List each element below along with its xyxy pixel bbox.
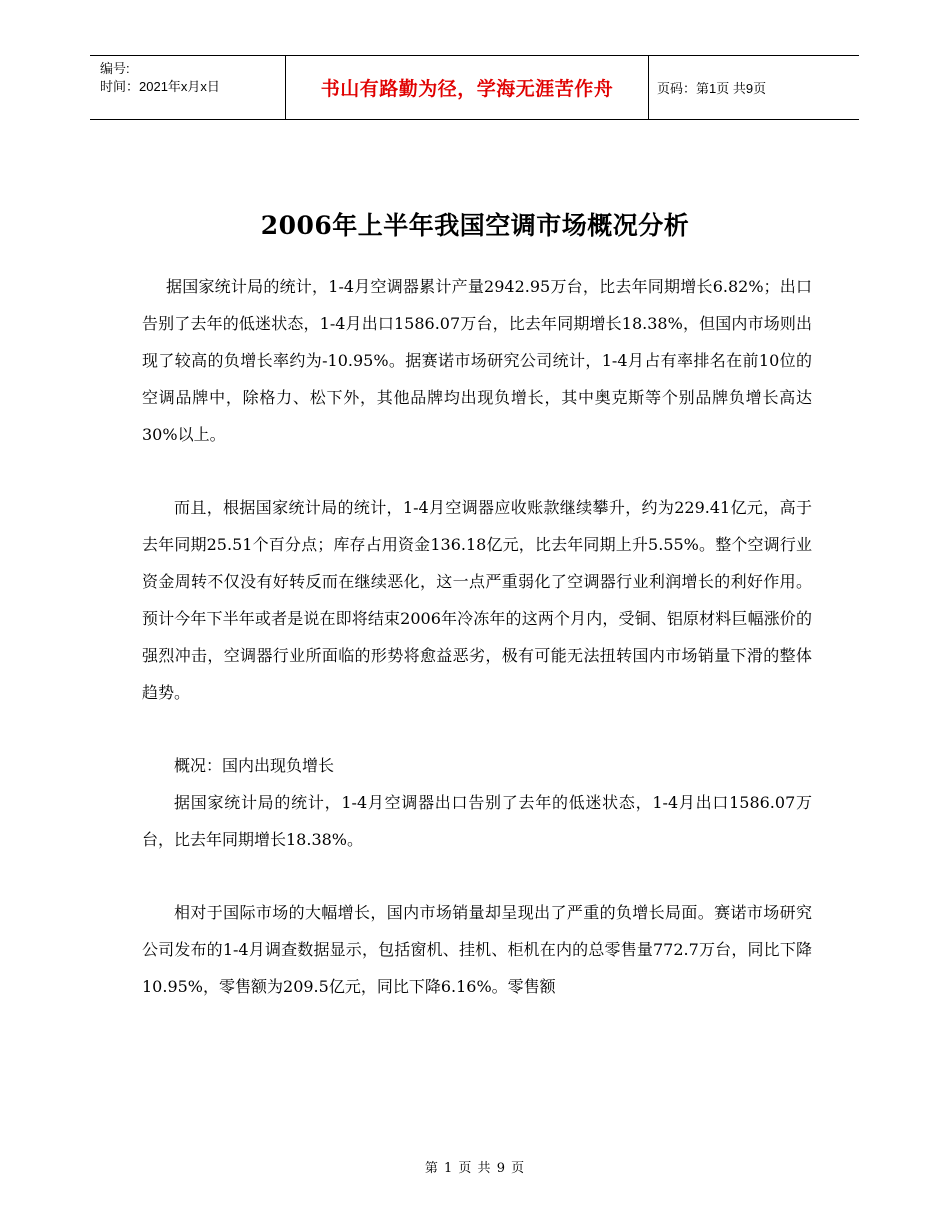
header-meta bbox=[90, 56, 286, 119]
paragraph-4: 相对于国际市场的大幅增长，国内市场销量却呈现出了严重的负增长局面。赛诺市场研究公司发布的1-4月调查数据显示，包括窗机、挂机、柜机在内的总零售量772.7万台，同比下降10.95%，零售额为209.5亿元，同比下降6.16%。零售额 bbox=[142, 903, 812, 996]
paragraph-3: 据国家统计局的统计，1-4月空调器出口告别了去年的低迷状态，1-4月出口1586.07万台，比去年同期增长18.38%。 bbox=[142, 793, 812, 849]
document-number-label: 编号: bbox=[100, 61, 130, 76]
paragraph-gap bbox=[142, 453, 812, 489]
section-heading: 概况：国内出现负增长 bbox=[174, 756, 335, 775]
paragraph-2: 而且，根据国家统计局的统计，1-4月空调器应收账款继续攀升，约为229.41亿元，高于去年同期25.51个百分点；库存占用资金136.18亿元，比去年同期上升5.55%。整个空调行业资金周转不仅没有好转反而在继续恶化，这一点严重弱化了空调器行业利润增长的利好作用。预计今年下半年或者是说在即将结束2006年冷冻年的这两个月内，受铜、铝原材料巨幅涨价的强烈冲击，空调器行业所面临的形势将愈益恶劣，极有可能无法扭转国内市场销量下滑的整体趋势。 bbox=[142, 498, 812, 702]
document-time-label: 时间：2021年x月x日 bbox=[100, 79, 220, 94]
document-title: 2006年上半年我国空调市场概况分析 bbox=[260, 211, 690, 240]
page-footer: 第 1 页 共 9 页 bbox=[424, 1161, 526, 1176]
document-body bbox=[142, 268, 812, 1005]
paragraph-gap bbox=[142, 858, 812, 894]
header-motto: 书山有路勤为径，学海无涯苦作舟 bbox=[286, 56, 649, 119]
page-header bbox=[90, 55, 859, 120]
paragraph-1: 据国家统计局的统计，1-4月空调器累计产量2942.95万台，比去年同期增长6.82%；出口告别了去年的低迷状态，1-4月出口1586.07万台，比去年同期增长18.38%，但国内市场则出现了较高的负增长率约为-10.95%。据赛诺市场研究公司统计，1-4月占有率排名在前10位的空调品牌中，除格力、松下外，其他品牌均出现负增长，其中奥克斯等个别品牌负增长高达30%以上。 bbox=[142, 277, 812, 444]
paragraph-gap bbox=[142, 711, 812, 747]
header-page-info: 页码：第1页 共9页 bbox=[657, 81, 767, 96]
